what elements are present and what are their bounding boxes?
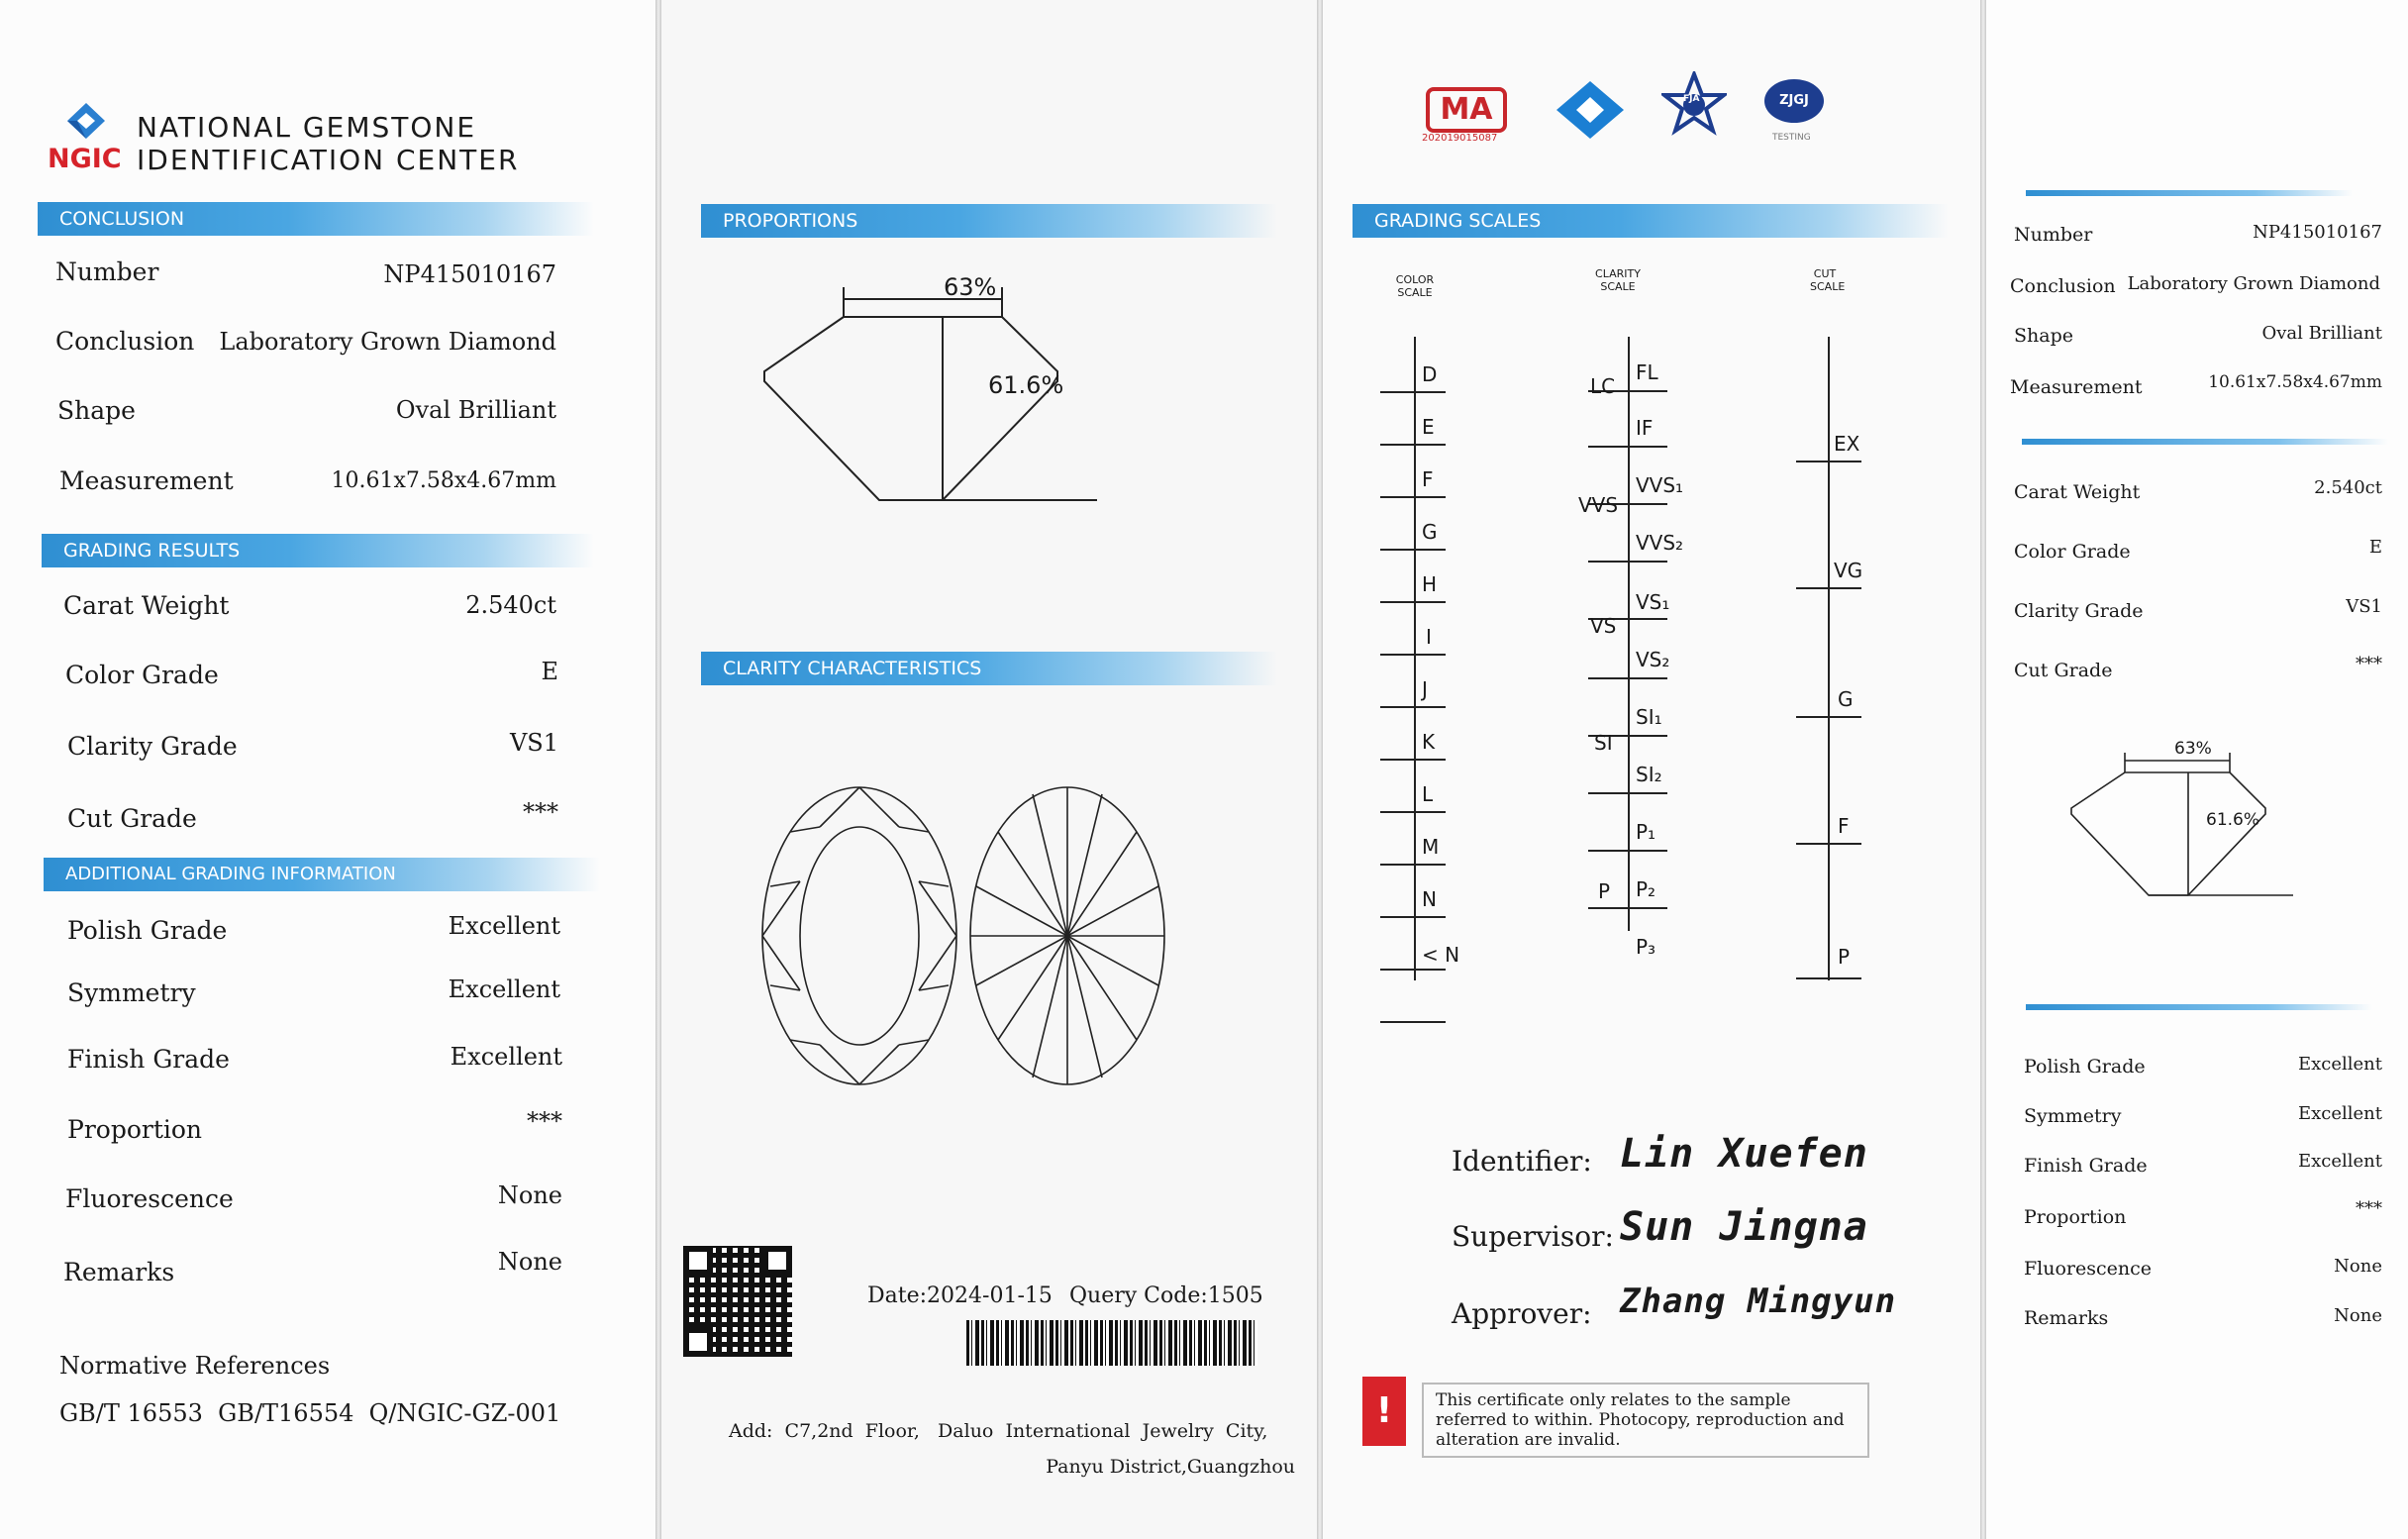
color-scale-tick xyxy=(1380,1021,1446,1023)
cut-grade-value: *** xyxy=(523,798,558,826)
clarity-group-vvs: VVS xyxy=(1578,493,1619,517)
summary-carat-label: Carat Weight xyxy=(2014,481,2141,503)
color-grade-f: F xyxy=(1422,467,1434,491)
color-grade-d: D xyxy=(1422,362,1438,386)
cut-grade-ex: EX xyxy=(1834,432,1860,456)
color-scale-tick xyxy=(1380,496,1446,498)
number-label: Number xyxy=(55,257,159,286)
remarks-value: None xyxy=(497,1248,562,1276)
clarity-grade-if: IF xyxy=(1636,416,1654,440)
fluorescence-value: None xyxy=(497,1181,562,1209)
color-grade-i: I xyxy=(1426,625,1432,649)
clarity-grade-si2: SI₂ xyxy=(1636,763,1662,786)
normative-references-title: Normative References xyxy=(59,1352,331,1380)
conclusion-label: Conclusion xyxy=(55,327,195,356)
clarity-grade-vvs1: VVS₁ xyxy=(1636,473,1684,497)
color-scale-tick xyxy=(1380,864,1446,866)
summary-color-label: Color Grade xyxy=(2014,541,2131,563)
clarity-grade-p2: P₂ xyxy=(1636,877,1656,901)
summary-remarks-label: Remarks xyxy=(2024,1307,2109,1329)
clarity-grade-value: VS1 xyxy=(509,729,558,757)
ngic-logo-icon xyxy=(53,99,119,149)
clarity-grade-label: Clarity Grade xyxy=(67,732,238,761)
certificate-panel-scales xyxy=(1323,0,1980,1539)
notice-text: This certificate only relates to the sample referred to within. Photocopy, reproduction and alteration are invalid. xyxy=(1422,1383,1869,1458)
summary-remarks-value: None xyxy=(2334,1305,2382,1326)
identifier-label: Identifier: xyxy=(1452,1145,1592,1178)
cut-grade-p: P xyxy=(1838,945,1851,969)
color-grade-l: L xyxy=(1422,782,1434,806)
summary-conclusion-value: Laboratory Grown Diamond xyxy=(2127,273,2380,294)
color-scale-tick xyxy=(1380,706,1446,708)
cut-scale-tick xyxy=(1796,461,1861,462)
color-scale-tick xyxy=(1380,811,1446,813)
summary-clarity-value: VS1 xyxy=(2346,596,2382,617)
identifier-signature: Lin Xuefen xyxy=(1620,1131,1868,1177)
measurement-label: Measurement xyxy=(59,466,234,495)
measurement-value: 10.61x7.58x4.67mm xyxy=(331,468,556,493)
conclusion-value: Laboratory Grown Diamond xyxy=(219,328,556,356)
clarity-grade-vs1: VS₁ xyxy=(1636,590,1670,614)
summary-conclusion-label: Conclusion xyxy=(2010,275,2116,297)
clarity-grade-vs2: VS₂ xyxy=(1636,648,1670,671)
color-scale-tick xyxy=(1380,549,1446,551)
shape-value: Oval Brilliant xyxy=(395,396,556,424)
summary-proportion-label: Proportion xyxy=(2024,1206,2127,1228)
clarity-scale-axis xyxy=(1628,337,1630,931)
cma-logo: MA xyxy=(1426,87,1507,133)
summary-finish-label: Finish Grade xyxy=(2024,1155,2148,1177)
color-scale-tick xyxy=(1380,654,1446,656)
clarity-grade-fl: FL xyxy=(1636,360,1658,384)
polish-label: Polish Grade xyxy=(67,916,228,945)
color-scale-tick xyxy=(1380,916,1446,918)
zjgj-sub: TESTING xyxy=(1772,133,1811,143)
color-scale-tick xyxy=(1380,969,1446,971)
cut-scale-tick xyxy=(1796,977,1861,979)
certificate-panel-main xyxy=(0,0,655,1539)
fja-star-icon xyxy=(1661,71,1727,137)
summary-shape-value: Oval Brilliant xyxy=(2261,323,2382,344)
approver-signature: Zhang Mingyun xyxy=(1620,1282,1897,1321)
summary-depth-percentage: 61.6% xyxy=(2206,810,2260,830)
color-scale-tick xyxy=(1380,601,1446,603)
summary-table-percentage: 63% xyxy=(2174,739,2212,759)
address-line2: Panyu District,Guangzhou xyxy=(1046,1456,1295,1478)
certificate-panel-diagrams xyxy=(661,0,1317,1539)
additional-grading-banner: ADDITIONAL GRADING INFORMATION xyxy=(44,858,600,891)
summary-fluorescence-label: Fluorescence xyxy=(2024,1258,2153,1280)
proportion-label: Proportion xyxy=(67,1115,203,1144)
summary-proportion-value: *** xyxy=(2356,1198,2382,1219)
color-grade-m: M xyxy=(1422,835,1440,859)
carat-label: Carat Weight xyxy=(63,591,230,620)
summary-divider xyxy=(2026,1004,2372,1010)
summary-symmetry-label: Symmetry xyxy=(2024,1105,2122,1127)
conclusion-banner: CONCLUSION xyxy=(38,202,594,236)
clarity-group-p: P xyxy=(1598,879,1611,903)
finish-value: Excellent xyxy=(450,1043,562,1071)
remarks-label: Remarks xyxy=(63,1258,175,1286)
finish-label: Finish Grade xyxy=(67,1045,230,1074)
clarity-plot-diagram xyxy=(760,782,1196,1089)
color-grade-h: H xyxy=(1422,572,1438,596)
fluorescence-label: Fluorescence xyxy=(65,1184,234,1213)
clarity-scale-title: CLARITY SCALE xyxy=(1595,267,1641,293)
color-grade-value: E xyxy=(541,658,558,685)
query-code-text: Query Code:1505 xyxy=(1069,1283,1263,1308)
cut-grade-f: F xyxy=(1838,814,1850,838)
fja-text: FJA xyxy=(1683,94,1700,104)
color-grade-below-n: < N xyxy=(1422,943,1460,967)
approver-label: Approver: xyxy=(1452,1297,1592,1330)
summary-polish-value: Excellent xyxy=(2297,1054,2382,1075)
cut-grade-g: G xyxy=(1838,687,1854,711)
cut-grade-vg: VG xyxy=(1834,559,1863,582)
summary-divider xyxy=(2022,439,2388,445)
summary-cut-value: *** xyxy=(2356,654,2382,674)
warning-icon: ! xyxy=(1362,1377,1406,1446)
summary-cut-label: Cut Grade xyxy=(2014,660,2113,681)
color-scale-tick xyxy=(1380,391,1446,393)
ngic-logo-text: NGIC xyxy=(48,144,122,174)
color-scale-tick xyxy=(1380,759,1446,761)
polish-value: Excellent xyxy=(448,912,560,940)
color-scale-axis xyxy=(1414,337,1416,980)
summary-shape-label: Shape xyxy=(2014,325,2073,347)
cut-grade-label: Cut Grade xyxy=(67,804,197,833)
ngic-diamond-icon xyxy=(1553,79,1628,141)
summary-measurement-value: 10.61x7.58x4.67mm xyxy=(2208,372,2382,392)
clarity-characteristics-banner: CLARITY CHARACTERISTICS xyxy=(701,652,1277,685)
cut-scale-title: CUT SCALE xyxy=(1810,267,1846,293)
color-grade-e: E xyxy=(1422,415,1435,439)
address-line1: Add: C7,2nd Floor, Daluo International Jewelry City, xyxy=(729,1420,1268,1442)
summary-fluorescence-value: None xyxy=(2334,1256,2382,1277)
supervisor-label: Supervisor: xyxy=(1452,1220,1614,1253)
cut-scale-axis xyxy=(1828,337,1830,980)
color-scale-title: COLOR SCALE xyxy=(1395,273,1435,299)
cut-scale-tick xyxy=(1796,716,1861,718)
summary-carat-value: 2.540ct xyxy=(2314,477,2382,498)
table-percentage: 63% xyxy=(944,273,997,301)
clarity-scale-tick xyxy=(1588,446,1667,448)
proportion-value: *** xyxy=(527,1107,562,1135)
cut-scale-tick xyxy=(1796,587,1861,589)
clarity-grade-p1: P₁ xyxy=(1636,820,1656,844)
color-grade-label: Color Grade xyxy=(65,661,219,689)
summary-number-label: Number xyxy=(2014,224,2093,246)
summary-measurement-label: Measurement xyxy=(2010,376,2143,398)
supervisor-signature: Sun Jingna xyxy=(1620,1204,1868,1250)
carat-value: 2.540ct xyxy=(465,591,556,619)
date-text: Date:2024-01-15 xyxy=(867,1283,1053,1308)
color-grade-k: K xyxy=(1422,730,1436,754)
clarity-grade-si1: SI₁ xyxy=(1636,705,1662,729)
proportion-diagram xyxy=(760,277,1137,515)
clarity-group-lc: LC xyxy=(1590,374,1616,398)
clarity-grade-vvs2: VVS₂ xyxy=(1636,531,1684,555)
summary-clarity-label: Clarity Grade xyxy=(2014,600,2144,622)
summary-proportion-diagram xyxy=(2059,747,2317,905)
color-grade-g: G xyxy=(1422,520,1438,544)
normative-references: GB/T 16553 GB/T16554 Q/NGIC-GZ-001 xyxy=(59,1399,561,1427)
grading-results-banner: GRADING RESULTS xyxy=(42,534,594,567)
summary-color-value: E xyxy=(2368,537,2382,558)
clarity-scale-tick xyxy=(1588,850,1667,852)
color-grade-n: N xyxy=(1422,887,1437,911)
symmetry-value: Excellent xyxy=(448,975,560,1003)
clarity-scale-tick xyxy=(1588,677,1667,679)
summary-polish-label: Polish Grade xyxy=(2024,1056,2146,1077)
zjgj-logo: ZJGJ xyxy=(1764,79,1824,123)
barcode xyxy=(966,1320,1257,1366)
clarity-group-vs: VS xyxy=(1590,614,1617,638)
color-grade-j: J xyxy=(1422,677,1428,701)
shape-label: Shape xyxy=(57,396,136,425)
proportions-banner: PROPORTIONS xyxy=(701,204,1277,238)
number-value: NP415010167 xyxy=(383,260,556,288)
summary-number-value: NP415010167 xyxy=(2253,222,2382,243)
grading-scales-banner: GRADING SCALES xyxy=(1353,204,1949,238)
org-name-line1: NATIONAL GEMSTONE xyxy=(137,111,477,144)
summary-divider xyxy=(2026,190,2353,196)
clarity-group-si: SI xyxy=(1594,731,1613,755)
clarity-grade-p3: P₃ xyxy=(1636,935,1656,959)
certificate-panel-summary xyxy=(1986,0,2408,1539)
cut-scale-tick xyxy=(1796,843,1861,845)
cma-number: 202019015087 xyxy=(1422,133,1498,144)
summary-finish-value: Excellent xyxy=(2297,1151,2382,1172)
color-scale-tick xyxy=(1380,444,1446,446)
qr-code[interactable] xyxy=(683,1246,792,1357)
summary-symmetry-value: Excellent xyxy=(2297,1103,2382,1124)
depth-percentage: 61.6% xyxy=(988,371,1064,399)
symmetry-label: Symmetry xyxy=(67,978,196,1007)
clarity-scale-tick xyxy=(1588,907,1667,909)
org-name-line2: IDENTIFICATION CENTER xyxy=(137,144,520,176)
clarity-scale-tick xyxy=(1588,792,1667,794)
clarity-scale-tick xyxy=(1588,561,1667,563)
